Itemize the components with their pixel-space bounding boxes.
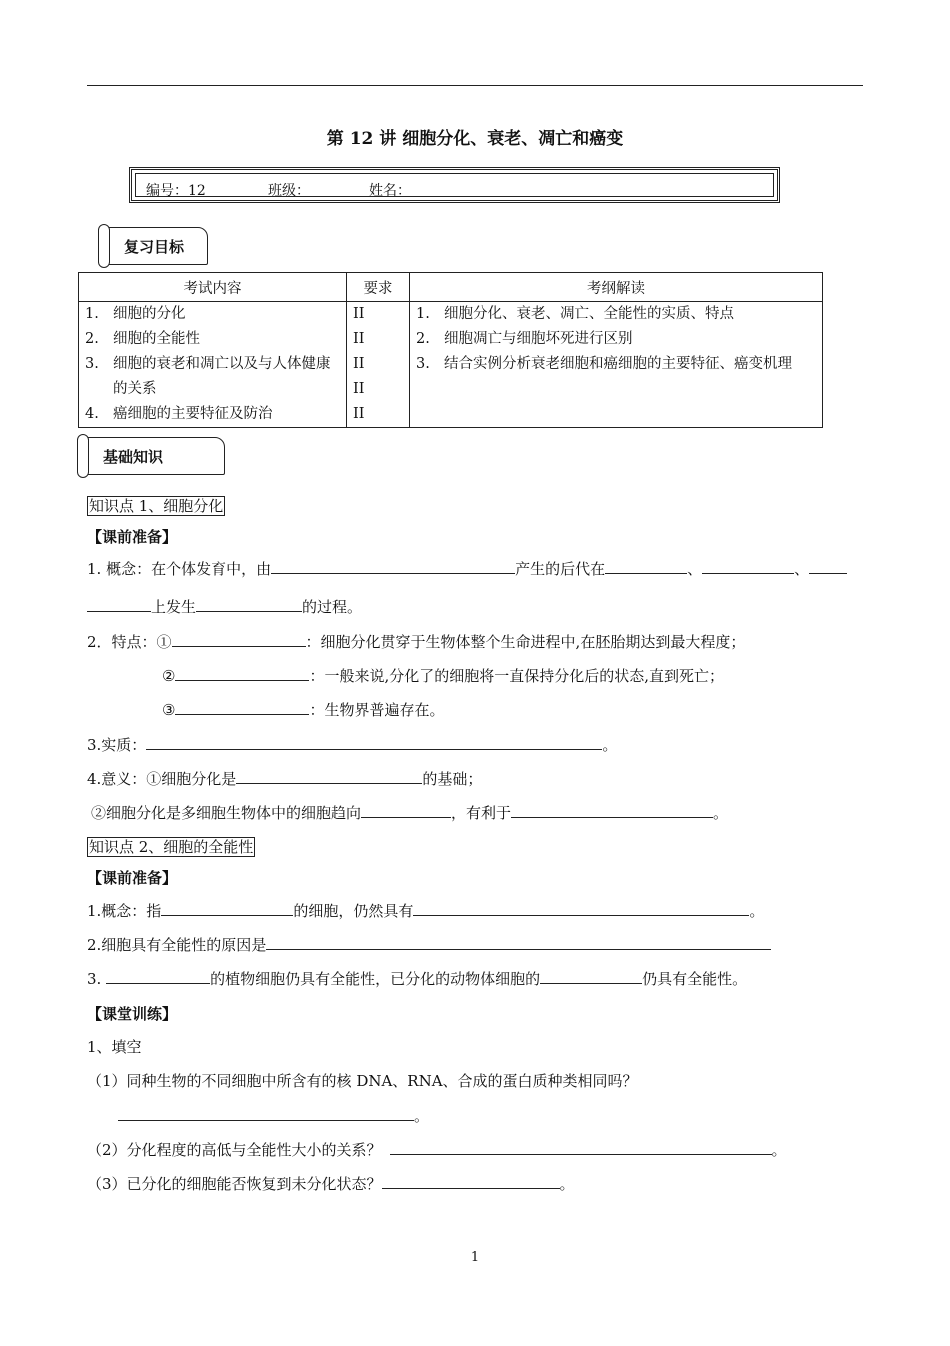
list-item: 1. 细胞的分化 xyxy=(85,306,186,322)
k1-prep: 【课前准备】 xyxy=(87,528,178,546)
fill-blank[interactable] xyxy=(161,900,293,916)
class-field: 班级： xyxy=(268,183,310,199)
k1-line2: 上发生 的过程。 xyxy=(87,596,362,617)
k1-heading: 知识点 1、细胞分化 xyxy=(89,497,224,515)
basic-knowledge-banner: 基础知识 xyxy=(82,437,225,475)
header-rule xyxy=(87,85,863,86)
header-content: 考试内容 xyxy=(79,273,347,302)
k1-line1: 1. 概念：在个体发育中，由 产生的后代在 、 、 xyxy=(87,558,847,579)
header-interpretation: 考纲解读 xyxy=(410,273,823,302)
page-title: 第 12 讲 细胞分化、衰老、凋亡和癌变 xyxy=(326,129,624,149)
fill-blank[interactable] xyxy=(106,968,210,984)
k2-q1-answer: 。 xyxy=(118,1105,429,1126)
k2-q3: （3）已分化的细胞能否恢复到未分化状态？ 。 xyxy=(87,1175,575,1193)
fill-blank[interactable] xyxy=(809,558,847,574)
fill-blank[interactable] xyxy=(118,1105,414,1121)
page-number: 1 xyxy=(470,1250,480,1265)
fill-blank[interactable] xyxy=(511,802,713,818)
interpretation-cell xyxy=(410,302,823,428)
fill-blank[interactable] xyxy=(236,768,422,784)
list-item: 1. 细胞分化、衰老、凋亡、全能性的实质、特点 xyxy=(416,306,734,322)
fill-blank[interactable] xyxy=(540,968,642,984)
name-field: 姓名： xyxy=(369,183,411,199)
k1-line4: ② ：一般来说,分化了的细胞将一直保持分化后的状态,直到死亡； xyxy=(162,667,724,685)
list-item: 2. 细胞凋亡与细胞坏死进行区别 xyxy=(416,331,633,347)
requirement-cell: II II II II II xyxy=(347,302,410,428)
fill-blank[interactable] xyxy=(175,699,309,715)
exam-requirements-table xyxy=(78,272,823,428)
fill-blank[interactable] xyxy=(382,1173,560,1189)
fill-blank[interactable] xyxy=(413,900,749,916)
k2-q1: （1）同种生物的不同细胞中所含有的核 DNA、RNA、合成的蛋白质种类相同吗？ xyxy=(87,1072,638,1090)
k2-line1: 1.概念：指 的细胞，仍然具有 。 xyxy=(87,902,765,920)
list-item: 3. 结合实例分析衰老细胞和癌细胞的主要特征、癌变机理 xyxy=(416,356,792,372)
fill-blank[interactable] xyxy=(172,631,306,647)
fill-blank[interactable] xyxy=(146,734,602,750)
fill-blank[interactable] xyxy=(361,802,451,818)
fill-blank[interactable] xyxy=(702,558,794,574)
fill-blank[interactable] xyxy=(271,558,515,574)
fill-blank[interactable] xyxy=(266,934,771,950)
k1-line8: ②细胞分化是多细胞生物体中的细胞趋向 ，有利于 。 xyxy=(91,804,729,822)
k1-line7: 4.意义：①细胞分化是 的基础； xyxy=(87,770,483,788)
k2-q2: （2）分化程度的高低与全能性大小的关系？ 。 xyxy=(87,1141,787,1159)
k1-line5: ③ ：生物界普遍存在。 xyxy=(162,701,445,719)
k1-line3: 2．特点：① ：细胞分化贯穿于生物体整个生命进程中,在胚胎期达到最大程度； xyxy=(87,633,746,651)
list-item: 2. 细胞的全能性 xyxy=(85,331,200,347)
info-box xyxy=(129,167,780,203)
k2-heading: 知识点 2、细胞的全能性 xyxy=(89,838,254,856)
k2-question-title: 1、填空 xyxy=(87,1038,142,1056)
list-item: 4. 癌细胞的主要特征及防治 xyxy=(85,406,273,422)
k2-line2: 2.细胞具有全能性的原因是 xyxy=(87,934,771,955)
fill-blank[interactable] xyxy=(196,596,302,612)
header-requirement: 要求 xyxy=(347,273,410,302)
list-item: 3. 细胞的衰老和凋亡以及与人体健康的关系 xyxy=(85,356,331,397)
k2-training: 【课堂训练】 xyxy=(87,1005,178,1023)
number-field: 编号：12 xyxy=(146,183,206,199)
content-cell xyxy=(79,302,347,428)
fill-blank[interactable] xyxy=(175,665,309,681)
fill-blank[interactable] xyxy=(605,558,687,574)
review-goals-banner: 复习目标 xyxy=(103,227,208,265)
k2-line3: 3. 的植物细胞仍具有全能性，已分化的动物体细胞的 仍具有全能性。 xyxy=(87,970,748,988)
fill-blank[interactable] xyxy=(87,596,151,612)
k1-line6: 3.实质： 。 xyxy=(87,736,618,754)
k2-prep: 【课前准备】 xyxy=(87,869,178,887)
fill-blank[interactable] xyxy=(390,1139,772,1155)
